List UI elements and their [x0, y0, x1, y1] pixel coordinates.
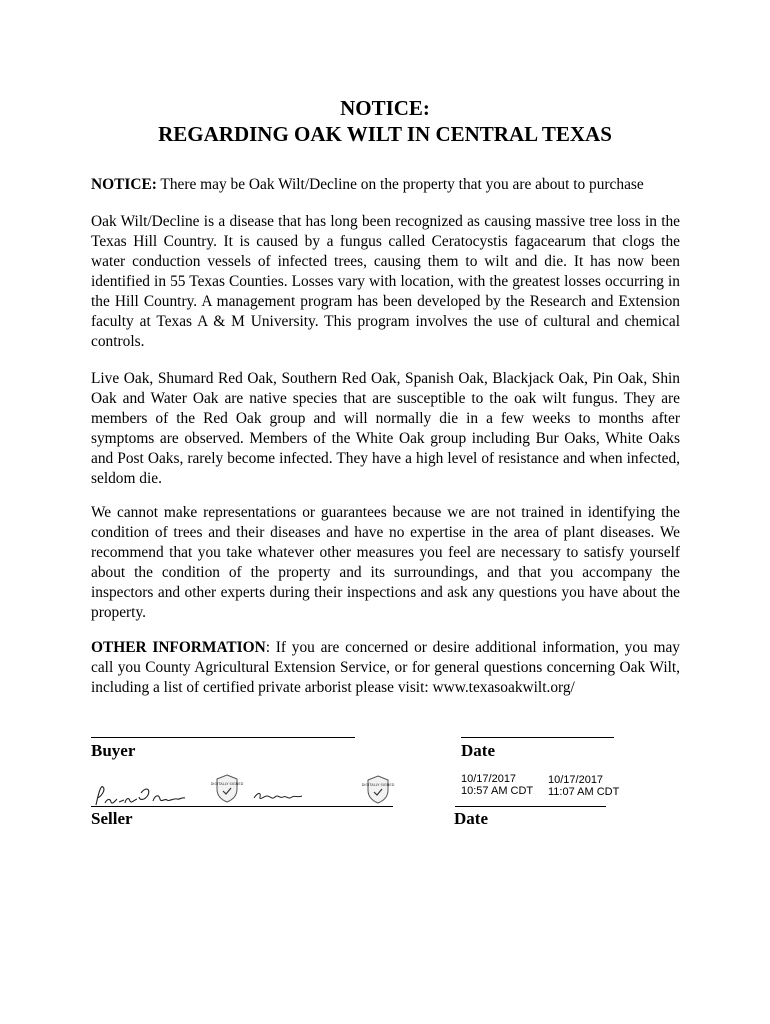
seller-signature-1-icon: [93, 781, 188, 809]
buyer-date-label: Date: [461, 741, 495, 760]
stamp-time: 11:07 AM CDT: [548, 786, 620, 798]
digitally-signed-shield-icon: [210, 774, 244, 803]
seller-label: Seller: [91, 809, 133, 828]
seller-date-line[interactable]: [455, 806, 606, 807]
notice-text: There may be Oak Wilt/Decline on the property that you are about to purchase: [156, 176, 644, 193]
seller-date-stamp-1: [461, 773, 533, 797]
digitally-signed-shield-icon: [361, 775, 395, 804]
paragraph-susceptible-species: Live Oak, Shumard Red Oak, Southern Red Oak, Spanish Oak, Blackjack Oak, Pin Oak, Shin Oak and Water Oak are native species that are susceptible to the oak wilt fungus. They are members of the Red Oak group and will normally die in a few weeks to months after symptoms are observed. Members of the White Oak group including Bur Oaks, White Oaks and Post Oaks, rarely become infected. They have a high level of resistance and when infected, seldom die.: [91, 370, 680, 487]
seller-date-stamp-2: [548, 774, 619, 798]
notice-label: NOTICE:: [91, 176, 157, 193]
seller-signature-line[interactable]: [91, 806, 393, 807]
buyer-date-line[interactable]: [461, 737, 614, 738]
document-subtitle: REGARDING OAK WILT IN CENTRAL TEXAS: [158, 122, 612, 146]
seller-date-label: Date: [454, 809, 488, 828]
buyer-signature-line[interactable]: [91, 737, 355, 738]
shield-text: DIGITALLY SIGNED: [361, 783, 395, 787]
other-info-label: OTHER INFORMATION: [91, 639, 266, 656]
stamp-time: 10:57 AM CDT: [461, 785, 534, 797]
notice-line: [91, 175, 680, 195]
document-title: NOTICE:: [340, 96, 430, 120]
seller-signature-2-icon: [252, 788, 304, 804]
stamp-date: 10/17/2017: [461, 773, 517, 785]
other-info-text: : If you are concerned or desire additional information, you may call you County Agricultural Extension Service, or for general questions concerning Oak Wilt, including a list of certified private arborist please visit: www.texasoakwilt.org/: [91, 639, 680, 696]
paragraph-other-information: [91, 638, 680, 698]
shield-text: DIGITALLY SIGNED: [210, 782, 244, 786]
paragraph-oak-wilt-description: Oak Wilt/Decline is a disease that has long been recognized as causing massive tree loss in the Texas Hill Country. It is caused by a fungus called Ceratocystis fagacearum that clogs the water conduction vessels of infected trees, causing them to wilt and die. It has now been identified in 55 Texas Counties. Losses vary with location, with the greatest losses occurring in the Hill Country. A management program has been developed by the Research and Extension faculty at Texas A & M University. This program involves the use of cultural and chemical controls.: [91, 213, 680, 350]
stamp-date: 10/17/2017: [548, 774, 604, 786]
paragraph-disclaimer: We cannot make representations or guarantees because we are not trained in identifying the condition of trees and their diseases and have no expertise in the area of plant diseases. We recommend that you take whatever other measures you feel are necessary to satisfy yourself about the condition of the property and its surroundings, and that you accompany the inspectors and other experts during their inspections and ask any questions you have about the property.: [91, 504, 680, 621]
buyer-label: Buyer: [91, 741, 136, 760]
